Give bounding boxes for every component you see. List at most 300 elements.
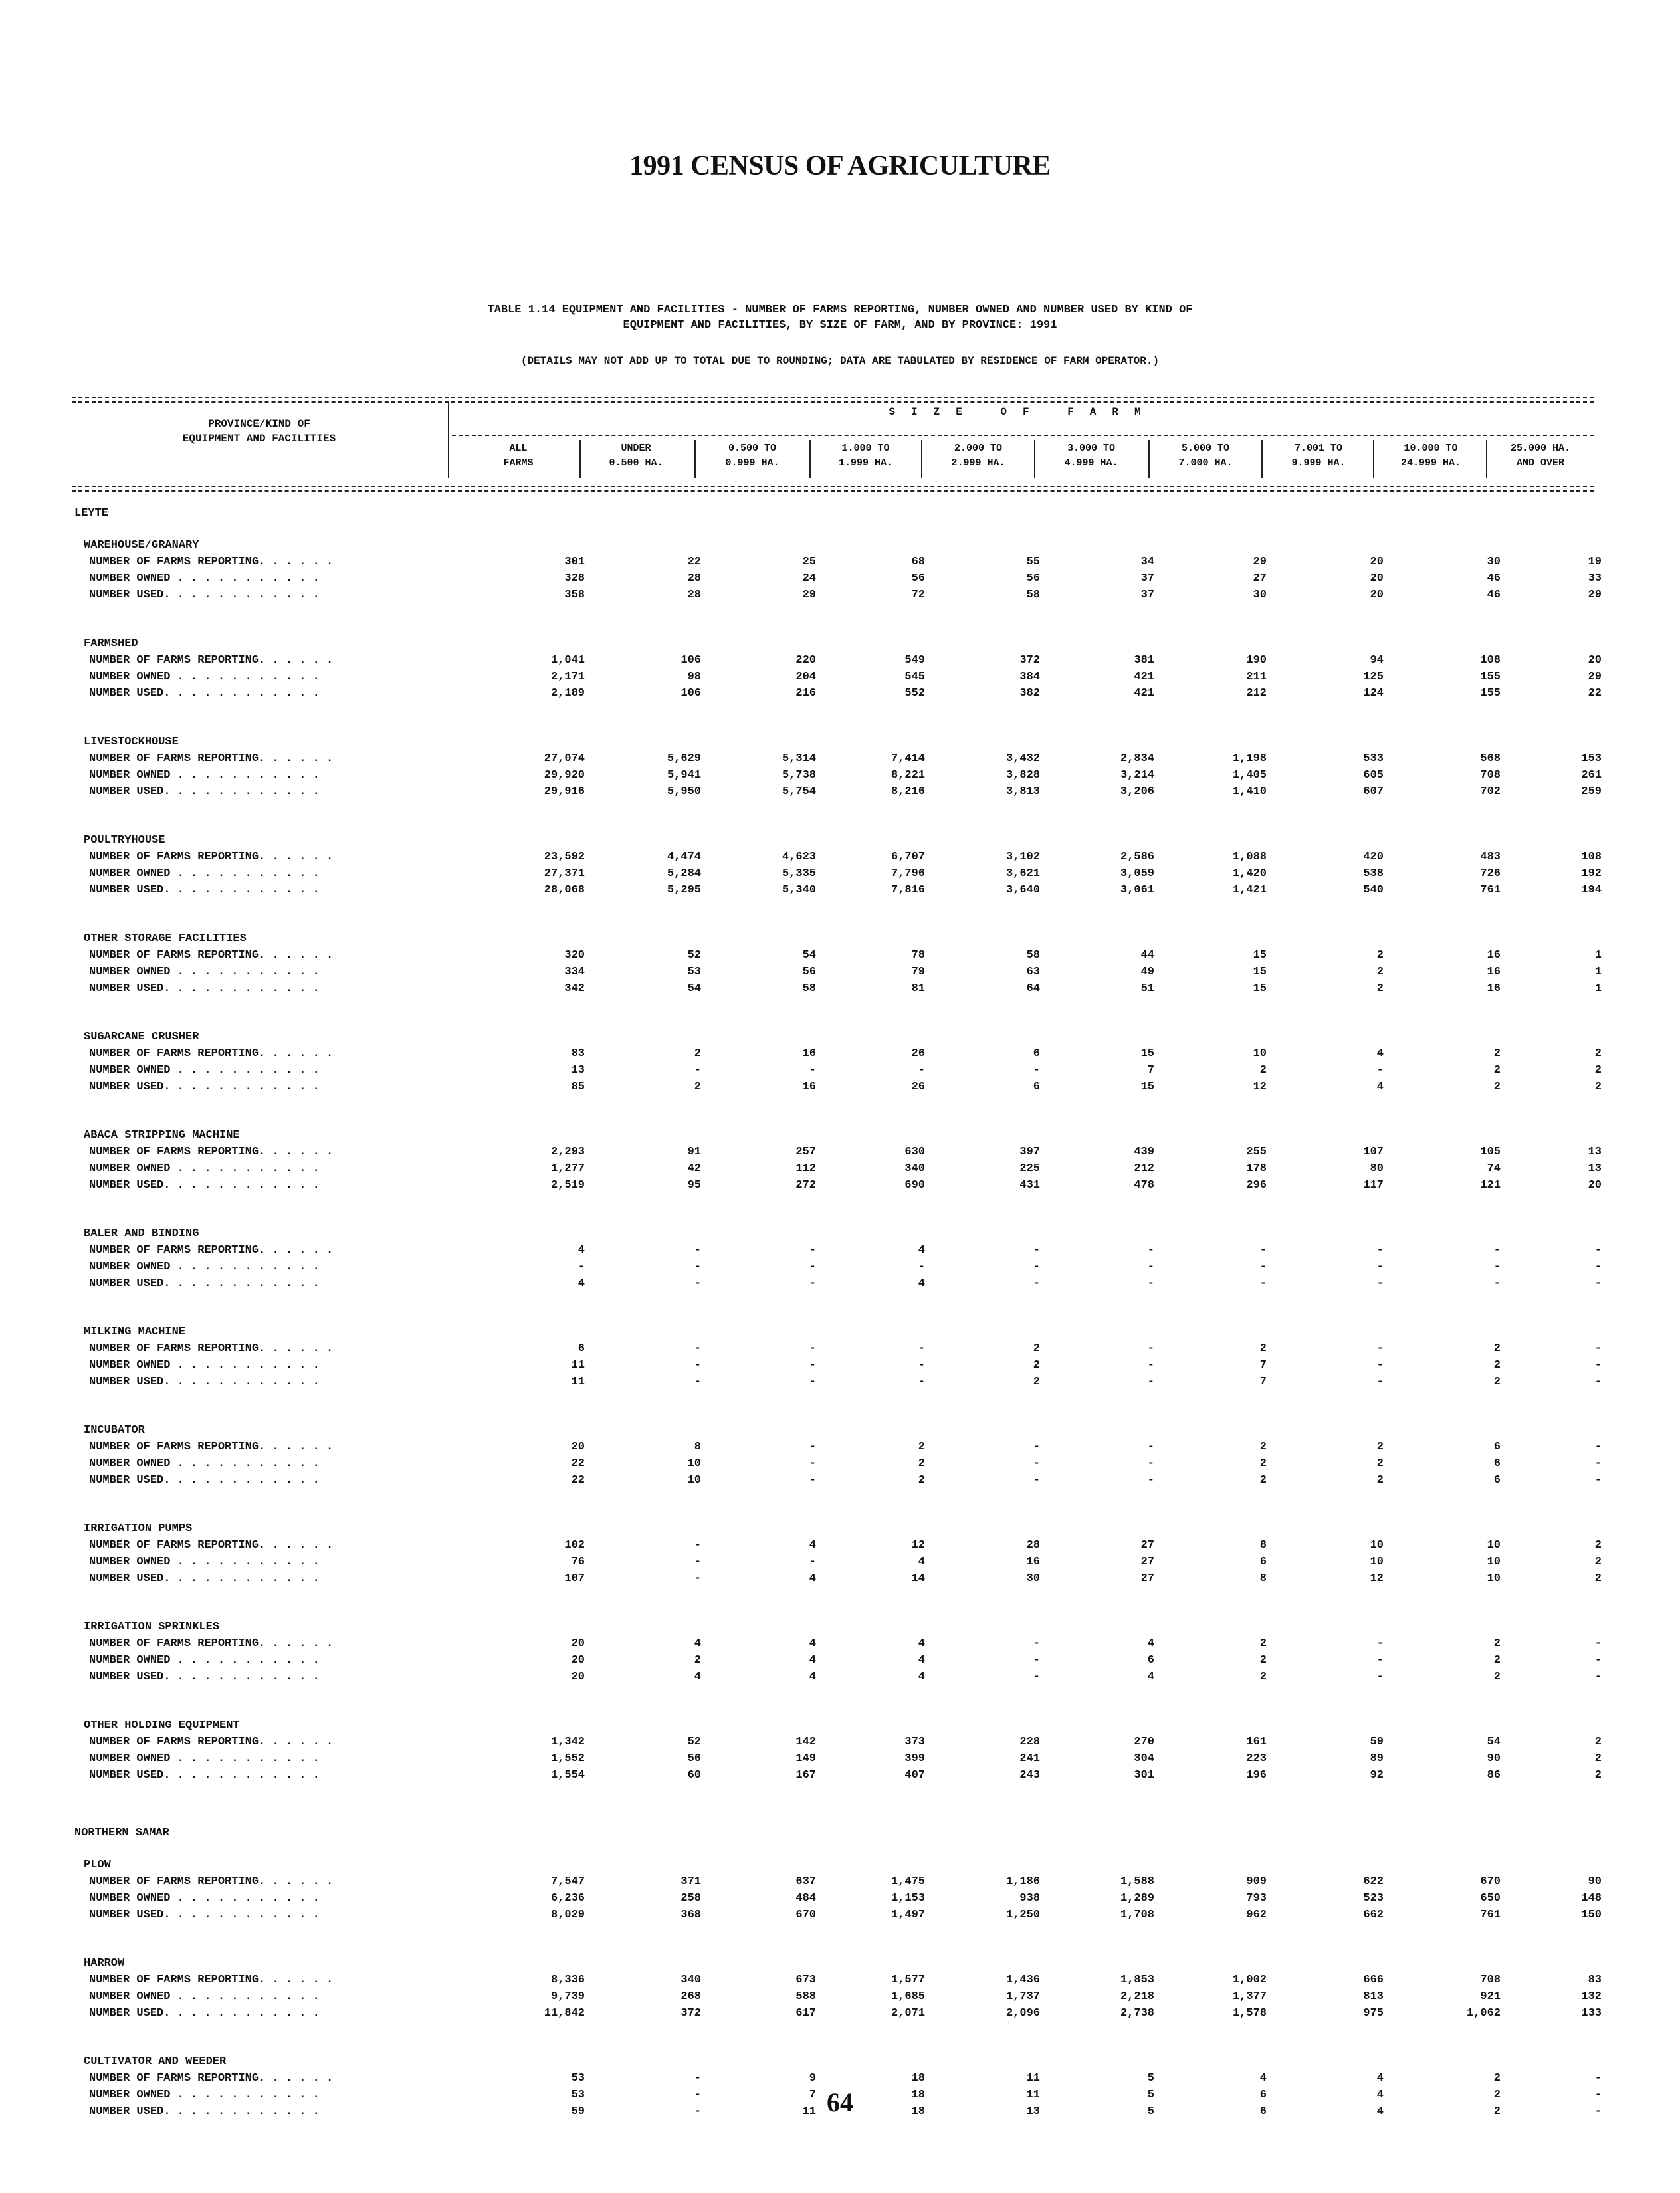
table-cell: 19 (1588, 556, 1602, 568)
table-cell: 4 (918, 1654, 925, 1667)
table-caption-line-2: EQUIPMENT AND FACILITIES, BY SIZE OF FARM, AND BY PROVINCE: 1991 (623, 319, 1057, 332)
table-cell: 328 (564, 572, 585, 585)
column-divider (1034, 440, 1035, 478)
table-cell: 56 (911, 572, 925, 585)
table-cell: - (809, 1261, 816, 1273)
table-cell: 55 (1026, 556, 1040, 568)
table-cell: 1 (1594, 982, 1602, 995)
table-cell: 2 (918, 1474, 925, 1487)
table-cell: 4 (809, 1637, 816, 1650)
table-row-label: NUMBER OF FARMS REPORTING. . . . . . (89, 1974, 334, 1986)
table-cell: 16 (1487, 982, 1501, 995)
table-cell: 2 (1259, 1457, 1267, 1470)
item-heading (0, 1955, 1680, 1972)
table-cell: 5,340 (782, 884, 816, 896)
table-cell: 194 (1581, 884, 1602, 896)
table-cell: 1,289 (1120, 1892, 1154, 1905)
table-row-label: NUMBER USED. . . . . . . . . . . . (89, 1572, 320, 1585)
table-row (0, 1554, 1680, 1571)
table-cell: 8,029 (550, 1909, 585, 1921)
table-cell: 108 (1581, 851, 1602, 863)
table-cell: 20 (1588, 1179, 1602, 1192)
table-cell: 588 (795, 1990, 816, 2003)
stub-divider (448, 403, 449, 478)
table-cell: 1,552 (550, 1752, 585, 1765)
table-cell: 540 (1363, 884, 1384, 896)
table-cell: 5,314 (782, 752, 816, 765)
item-heading (0, 930, 1680, 948)
item-heading-label: SUGARCANE CRUSHER (84, 1031, 199, 1043)
item-heading (0, 1029, 1680, 1046)
table-cell: 4 (1259, 2072, 1267, 2085)
table-cell: 397 (1019, 1146, 1040, 1158)
item-heading-label: BALER AND BINDING (84, 1227, 199, 1240)
table-cell: 28 (687, 589, 701, 601)
table-cell: 30 (1026, 1572, 1040, 1585)
table-cell: 270 (1134, 1736, 1154, 1748)
table-cell: - (1594, 1441, 1602, 1453)
table-row (0, 1750, 1680, 1768)
table-cell: 3,621 (1005, 867, 1040, 880)
item-heading-label: IRRIGATION SPRINKLES (84, 1621, 220, 1633)
table-cell: 12 (911, 1539, 925, 1552)
table-cell: 15 (1253, 966, 1267, 978)
table-cell: - (1033, 1277, 1040, 1290)
table-cell: 1,421 (1232, 884, 1267, 896)
table-cell: 107 (1363, 1146, 1384, 1158)
table-cell: 552 (904, 687, 925, 700)
table-cell: - (1376, 1244, 1384, 1257)
item-heading (0, 635, 1680, 653)
column-header (1035, 441, 1147, 470)
table-cell: 4 (918, 1556, 925, 1568)
table-cell: 107 (564, 1572, 585, 1585)
table-cell: - (578, 1261, 585, 1273)
table-cell: 63 (1026, 966, 1040, 978)
table-cell: - (694, 1064, 701, 1077)
table-cell: 16 (1026, 1556, 1040, 1568)
table-cell: 2 (1493, 1671, 1501, 1683)
table-cell: 1,497 (891, 1909, 925, 1921)
table-cell: - (694, 1261, 701, 1273)
table-cell: 98 (687, 671, 701, 683)
table-row-label: NUMBER OF FARMS REPORTING. . . . . . (89, 1736, 334, 1748)
table-cell: 11,842 (544, 2007, 585, 2020)
table-cell: 223 (1246, 1752, 1267, 1765)
table-cell: - (694, 1539, 701, 1552)
table-cell: 15 (1140, 1081, 1154, 1093)
table-cell: 155 (1480, 687, 1501, 700)
table-caption (0, 302, 1680, 333)
table-cell: 1,685 (891, 1990, 925, 2003)
table-cell: 4 (1147, 1671, 1154, 1683)
table-cell: 20 (571, 1671, 585, 1683)
table-cell: 340 (904, 1162, 925, 1175)
table-cell: 4 (1376, 2089, 1384, 2101)
table-row-label: NUMBER OF FARMS REPORTING. . . . . . (89, 1539, 334, 1552)
table-cell: 216 (795, 687, 816, 700)
table-cell: 155 (1480, 671, 1501, 683)
table-cell: - (1376, 1376, 1384, 1388)
table-row (0, 1455, 1680, 1473)
table-row-label: NUMBER USED. . . . . . . . . . . . (89, 2105, 320, 2118)
table-cell: 2 (1033, 1376, 1040, 1388)
table-row-label: NUMBER OWNED . . . . . . . . . . . (89, 1261, 320, 1273)
table-cell: 7,816 (891, 884, 925, 896)
table-cell: 2 (918, 1441, 925, 1453)
table-cell: 1,377 (1232, 1990, 1267, 2003)
column-header-line: 7.001 TO (1294, 443, 1342, 454)
table-cell: - (809, 1474, 816, 1487)
table-cell: 2 (694, 1654, 701, 1667)
table-cell: 2,738 (1120, 2007, 1154, 2020)
table-cell: - (1594, 2072, 1602, 2085)
table-cell: 56 (1026, 572, 1040, 585)
table-cell: 2 (1493, 2105, 1501, 2118)
table-cell: - (918, 1342, 925, 1355)
table-cell: - (1376, 1342, 1384, 1355)
table-row (0, 1357, 1680, 1374)
table-cell: 2,519 (550, 1179, 585, 1192)
table-cell: 6 (1033, 1081, 1040, 1093)
table-cell: 5,295 (667, 884, 701, 896)
table-cell: 29 (1588, 589, 1602, 601)
table-cell: 13 (1588, 1146, 1602, 1158)
table-cell: 549 (904, 654, 925, 667)
table-note: (DETAILS MAY NOT ADD UP TO TOTAL DUE TO ROUNDING; DATA ARE TABULATED BY RESIDENCE OF FARM OPERATOR.) (520, 355, 1160, 367)
table-cell: - (918, 1064, 925, 1077)
table-cell: 3,828 (1005, 769, 1040, 782)
item-heading (0, 1857, 1680, 1874)
table-cell: 301 (1134, 1769, 1154, 1782)
table-cell: 358 (564, 589, 585, 601)
table-cell: 11 (1026, 2072, 1040, 2085)
table-cell: 1,588 (1120, 1875, 1154, 1888)
table-cell: 33 (1588, 572, 1602, 585)
table-cell: 212 (1134, 1162, 1154, 1175)
table-cell: 2 (1594, 1572, 1602, 1585)
table-cell: 25 (802, 556, 816, 568)
column-divider (921, 440, 922, 478)
table-cell: 18 (911, 2105, 925, 2118)
table-cell: - (694, 1359, 701, 1372)
item-heading-label: ABACA STRIPPING MACHINE (84, 1129, 240, 1142)
column-header-line: 1.999 HA. (838, 457, 892, 469)
table-cell: 268 (681, 1990, 701, 2003)
table-cell: 4 (578, 1277, 585, 1290)
table-cell: 2,189 (550, 687, 585, 700)
table-cell: - (1376, 1261, 1384, 1273)
table-cell: 258 (681, 1892, 701, 1905)
table-cell: 22 (1588, 687, 1602, 700)
table-row-label: NUMBER OWNED . . . . . . . . . . . (89, 1990, 320, 2003)
table-cell: - (1594, 1671, 1602, 1683)
table-cell: 16 (1487, 966, 1501, 978)
table-cell: 132 (1581, 1990, 1602, 2003)
table-cell: - (1147, 1342, 1154, 1355)
table-cell: 29,916 (544, 785, 585, 798)
table-cell: 2 (1259, 1342, 1267, 1355)
table-cell: 5 (1147, 2089, 1154, 2101)
table-cell: 5,941 (667, 769, 701, 782)
table-cell: 125 (1363, 671, 1384, 683)
table-row-label: NUMBER USED. . . . . . . . . . . . (89, 1179, 320, 1192)
column-header-line: 10.000 TO (1404, 443, 1458, 454)
table-cell: 91 (687, 1146, 701, 1158)
page-title: 1991 CENSUS OF AGRICULTURE (629, 151, 1051, 181)
table-cell: 4 (1376, 1081, 1384, 1093)
table-cell: - (1033, 1654, 1040, 1667)
table-cell: - (694, 1376, 701, 1388)
table-row-label: NUMBER OWNED . . . . . . . . . . . (89, 1892, 320, 1905)
table-cell: 304 (1134, 1752, 1154, 1765)
item-heading (0, 1619, 1680, 1636)
table-row (0, 1374, 1680, 1391)
table-cell: 6 (1259, 2089, 1267, 2101)
table-cell: 1,853 (1120, 1974, 1154, 1986)
table-cell: 11 (802, 2105, 816, 2118)
table-cell: 34 (1140, 556, 1154, 568)
table-cell: 10 (1487, 1572, 1501, 1585)
table-cell: 22 (687, 556, 701, 568)
item-heading (0, 1520, 1680, 1538)
table-cell: 54 (1487, 1736, 1501, 1748)
table-cell: 2 (1493, 1064, 1501, 1077)
table-cell: 2 (1259, 1064, 1267, 1077)
table-cell: 4 (918, 1277, 925, 1290)
table-cell: - (694, 2089, 701, 2101)
table-row (0, 1242, 1680, 1259)
table-cell: 622 (1363, 1875, 1384, 1888)
table-cell: 29,920 (544, 769, 585, 782)
stub-header (100, 417, 419, 446)
table-cell: - (694, 2105, 701, 2118)
province-heading-label: LEYTE (74, 507, 109, 520)
table-cell: 2,834 (1120, 752, 1154, 765)
table-cell: 26 (911, 1047, 925, 1060)
table-row-label: NUMBER OWNED . . . . . . . . . . . (89, 2089, 320, 2101)
table-row (0, 1144, 1680, 1161)
table-cell: - (1147, 1244, 1154, 1257)
table-row (0, 767, 1680, 784)
table-cell: - (1033, 1474, 1040, 1487)
table-cell: 2 (1259, 1637, 1267, 1650)
table-cell: 20 (1370, 589, 1384, 601)
table-cell: 726 (1480, 867, 1501, 880)
table-cell: 15 (1140, 1047, 1154, 1060)
table-cell: 28 (1026, 1539, 1040, 1552)
table-cell: 225 (1019, 1162, 1040, 1175)
table-cell: 5,738 (782, 769, 816, 782)
table-cell: 4 (1376, 2105, 1384, 2118)
table-cell: 257 (795, 1146, 816, 1158)
table-cell: 1,186 (1005, 1875, 1040, 1888)
table-cell: 4 (1376, 2072, 1384, 2085)
column-header-line: 0.999 HA. (725, 457, 780, 469)
table-cell: 220 (795, 654, 816, 667)
table-cell: 1 (1594, 949, 1602, 962)
table-row (0, 652, 1680, 669)
table-row-label: NUMBER OF FARMS REPORTING. . . . . . (89, 949, 334, 962)
table-cell: 124 (1363, 687, 1384, 700)
table-cell: 3,640 (1005, 884, 1040, 896)
table-cell: 53 (571, 2089, 585, 2101)
table-cell: 7,414 (891, 752, 925, 765)
column-divider (579, 440, 581, 478)
table-row-label: NUMBER USED. . . . . . . . . . . . (89, 785, 320, 798)
table-cell: - (694, 1244, 701, 1257)
table-cell: - (1033, 1261, 1040, 1273)
table-cell: 3,059 (1120, 867, 1154, 880)
table-cell: 13 (1588, 1162, 1602, 1175)
table-cell: - (1376, 1277, 1384, 1290)
table-cell: 64 (1026, 982, 1040, 995)
column-header-line: 4.999 HA. (1064, 457, 1118, 469)
table-cell: - (1259, 1261, 1267, 1273)
table-cell: 2 (694, 1047, 701, 1060)
table-cell: 605 (1363, 769, 1384, 782)
table-cell: 4 (694, 1637, 701, 1650)
table-row-label: NUMBER OF FARMS REPORTING. . . . . . (89, 2072, 334, 2085)
table-cell: - (1147, 1441, 1154, 1453)
table-cell: - (1594, 1474, 1602, 1487)
table-cell: 212 (1246, 687, 1267, 700)
table-row-label: NUMBER OWNED . . . . . . . . . . . (89, 1064, 320, 1077)
table-cell: 1,277 (550, 1162, 585, 1175)
table-cell: 2 (1594, 1047, 1602, 1060)
table-row (0, 1652, 1680, 1669)
table-cell: 42 (687, 1162, 701, 1175)
table-cell: 484 (795, 1892, 816, 1905)
table-cell: 1,062 (1466, 2007, 1501, 2020)
table-cell: 673 (795, 1974, 816, 1986)
table-cell: 8 (1259, 1539, 1267, 1552)
table-cell: 568 (1480, 752, 1501, 765)
table-cell: 27,371 (544, 867, 585, 880)
table-cell: 921 (1480, 1990, 1501, 2003)
table-cell: - (694, 2072, 701, 2085)
table-cell: - (1594, 1261, 1602, 1273)
table-cell: 4 (809, 1654, 816, 1667)
table-cell: 1,198 (1232, 752, 1267, 765)
table-cell: 10 (1370, 1539, 1384, 1552)
table-row (0, 783, 1680, 801)
table-row-label: NUMBER USED. . . . . . . . . . . . (89, 589, 320, 601)
table-row (0, 849, 1680, 866)
table-cell: 533 (1363, 752, 1384, 765)
table-cell: 2 (1594, 1769, 1602, 1782)
table-row (0, 750, 1680, 768)
stub-header-line-1: PROVINCE/KIND OF (208, 418, 310, 430)
table-cell: 20 (571, 1637, 585, 1650)
table-row (0, 1079, 1680, 1096)
table-cell: - (1594, 1244, 1602, 1257)
table-cell: 2 (694, 1081, 701, 1093)
table-cell: 142 (795, 1736, 816, 1748)
table-row-label: NUMBER OWNED . . . . . . . . . . . (89, 966, 320, 978)
table-row (0, 1669, 1680, 1686)
table-cell: 211 (1246, 671, 1267, 683)
table-row (0, 1890, 1680, 1907)
table-row (0, 1734, 1680, 1751)
table-cell: - (694, 1277, 701, 1290)
table-cell: 296 (1246, 1179, 1267, 1192)
table-cell: 16 (802, 1081, 816, 1093)
table-cell: - (809, 1064, 816, 1077)
column-header (1487, 441, 1594, 470)
table-cell: 37 (1140, 572, 1154, 585)
table-cell: 670 (1480, 1875, 1501, 1888)
table-cell: 52 (687, 1736, 701, 1748)
item-heading (0, 1717, 1680, 1734)
table-cell: 4 (1147, 1637, 1154, 1650)
table-cell: 793 (1246, 1892, 1267, 1905)
table-cell: 7 (1147, 1064, 1154, 1077)
item-heading-label: OTHER HOLDING EQUIPMENT (84, 1719, 240, 1732)
table-cell: 2 (1493, 1637, 1501, 1650)
table-cell: 1,153 (891, 1892, 925, 1905)
table-row-label: NUMBER USED. . . . . . . . . . . . (89, 2007, 320, 2020)
table-row-label: NUMBER OF FARMS REPORTING. . . . . . (89, 1244, 334, 1257)
table-cell: 384 (1019, 671, 1040, 683)
table-cell: 301 (564, 556, 585, 568)
province-heading-label: NORTHERN SAMAR (74, 1827, 169, 1839)
table-row-label: NUMBER OF FARMS REPORTING. . . . . . (89, 556, 334, 568)
column-header (459, 441, 578, 470)
column-header-line: FARMS (503, 457, 534, 469)
table-cell: - (1147, 1474, 1154, 1487)
table-cell: 3,206 (1120, 785, 1154, 798)
table-cell: 27 (1140, 1556, 1154, 1568)
item-heading-label: LIVESTOCKHOUSE (84, 736, 179, 748)
table-cell: 28,068 (544, 884, 585, 896)
province-heading (0, 1825, 1680, 1842)
table-row (0, 964, 1680, 981)
table-cell: 372 (1019, 654, 1040, 667)
table-cell: 10 (1487, 1556, 1501, 1568)
table-cell: 79 (911, 966, 925, 978)
table-cell: 60 (687, 1769, 701, 1782)
size-header-rule (452, 435, 1594, 436)
table-cell: 106 (681, 687, 701, 700)
table-cell: 11 (571, 1376, 585, 1388)
size-of-farm-header: SIZE OF FARM (889, 406, 1157, 418)
table-cell: 68 (911, 556, 925, 568)
table-cell: 373 (904, 1736, 925, 1748)
table-cell: 30 (1487, 556, 1501, 568)
table-cell: - (918, 1376, 925, 1388)
table-cell: 11 (571, 1359, 585, 1372)
table-cell: 53 (687, 966, 701, 978)
table-cell: - (1033, 1244, 1040, 1257)
table-cell: 149 (795, 1752, 816, 1765)
column-divider (1486, 440, 1487, 478)
table-row (0, 1160, 1680, 1178)
column-header (696, 441, 809, 470)
column-header (1263, 441, 1374, 470)
table-cell: 6 (1033, 1047, 1040, 1060)
table-row (0, 1635, 1680, 1653)
table-cell: 938 (1019, 1892, 1040, 1905)
table-cell: - (694, 1342, 701, 1355)
table-cell: 3,432 (1005, 752, 1040, 765)
column-divider (1261, 440, 1263, 478)
table-cell: 483 (1480, 851, 1501, 863)
table-cell: 1,708 (1120, 1909, 1154, 1921)
table-cell: 975 (1363, 2007, 1384, 2020)
table-cell: - (1594, 2105, 1602, 2118)
item-heading (0, 1324, 1680, 1341)
